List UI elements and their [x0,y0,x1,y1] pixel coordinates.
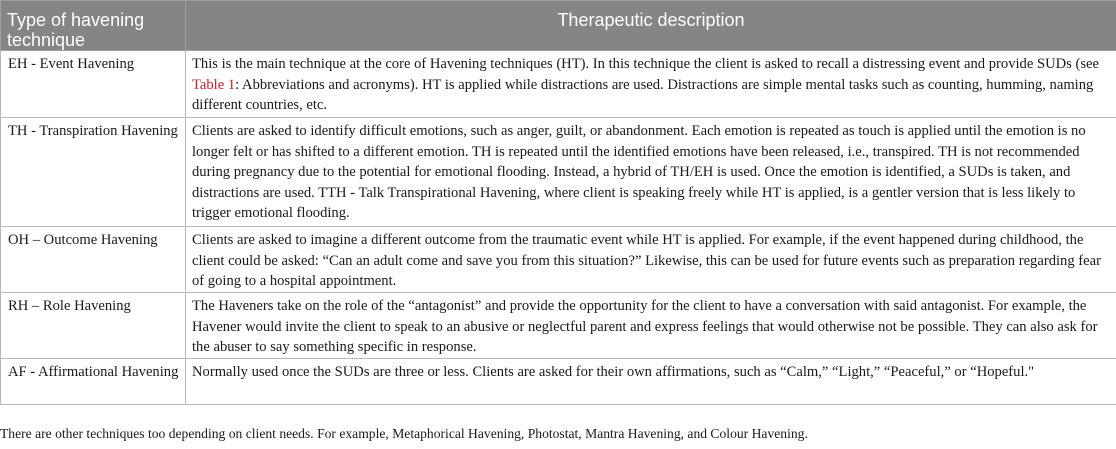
technique-description-cell [186,51,1116,118]
technique-type-cell: AF - Affirmational Havening [1,359,186,405]
table-header-row [1,1,1116,51]
technique-type-cell: OH – Outcome Havening [1,227,186,293]
technique-description-cell: The Haveners take on the role of the “antagonist” and provide the opportunity for the client to have a conversation with said antagonist. For example, the Havener would invite the client to speak to an abusive or neglectful parent and express feelings that would otherwise not be possible. They can also ask for the abuser to say something specific in response. [186,293,1116,359]
technique-type-cell: EH - Event Havening [1,51,186,118]
table-row [1,51,1116,118]
description-text: : Abbreviations and acronyms). HT is applied while distractions are used. Distractions are simple mental tasks such as counting, humming, naming different countries, etc. [192,76,1094,113]
description-text: This is the main technique at the core of Havening techniques (HT). In this technique the client is asked to recall a distressing event and provide SUDs (see [192,56,1099,72]
technique-type-cell: TH - Transpiration Havening [1,118,186,227]
technique-type-cell: RH – Role Havening [1,293,186,359]
table-row [1,118,1116,227]
table-1-link[interactable]: Table 1 [192,76,236,93]
table-footnote: There are other techniques too depending on client needs. For example, Metaphorical Havening, Photostat, Mantra Havening, and Colour Havening. [0,426,808,441]
technique-description-cell: Clients are asked to imagine a different outcome from the traumatic event while HT is applied. For example, if the event happened during childhood, the client could be asked: “Can an adult come and save you from this situation?” Likewise, this can be used for future events such as preparation regarding fear of going to a hospital appointment. [186,227,1116,293]
column-header-description: Therapeutic description [186,1,1116,51]
technique-description-cell: Normally used once the SUDs are three or less. Clients are asked for their own affirmations, such as “Calm,” “Light,” “Peaceful,” or “Hopeful." [186,359,1116,405]
table-row [1,293,1116,359]
column-header-type: Type of havening technique [1,1,186,51]
table-row [1,227,1116,293]
table-row [1,359,1116,405]
technique-description-cell: Clients are asked to identify difficult emotions, such as anger, guilt, or abandonment. Each emotion is repeated as touch is applied until the emotion is no longer felt or has shifted to a different emotion. TH is repeated until the identified emotions have been released, i.e., transpired. TH is not recommended during pregnancy due to the potential for emotional flooding. Instead, a hybrid of TH/EH is used. Once the emotion is identified, a SUDs is taken, and distractions are used. TTH - Talk Transpirational Havening, where client is speaking freely while HT is applied, is a gentler version that is less likely to trigger emotional flooding. [186,118,1116,227]
